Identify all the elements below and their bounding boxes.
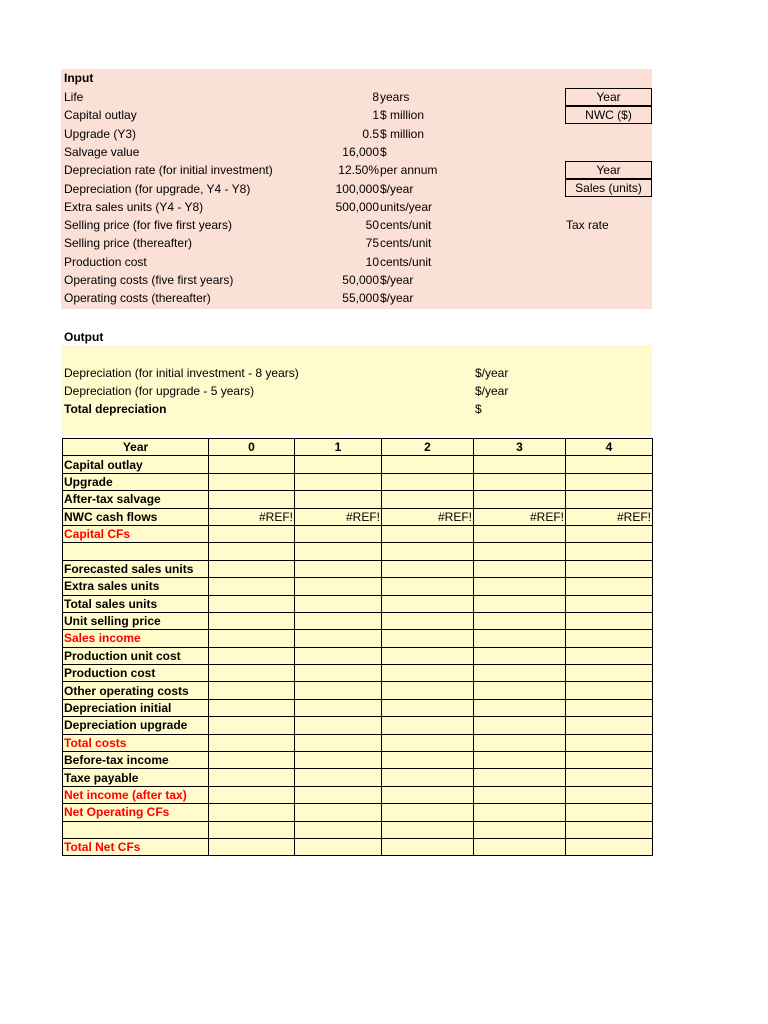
row-label: Net income (after tax) bbox=[63, 786, 209, 803]
year-column-header: 4 bbox=[566, 439, 653, 456]
table-cell[interactable] bbox=[209, 769, 295, 786]
input-unit: years bbox=[380, 90, 410, 104]
table-cell[interactable] bbox=[295, 717, 382, 734]
input-label: Depreciation rate (for initial investment) bbox=[64, 163, 273, 178]
table-cell[interactable] bbox=[566, 786, 653, 803]
input-unit: $ million bbox=[380, 108, 425, 123]
table-cell[interactable] bbox=[209, 456, 295, 473]
table-cell[interactable] bbox=[382, 665, 474, 682]
sales-units-cell[interactable]: Sales (units) bbox=[565, 179, 652, 197]
row-label: Total costs bbox=[63, 734, 209, 751]
table-cell[interactable] bbox=[566, 578, 653, 595]
table-cell[interactable] bbox=[566, 682, 653, 699]
input-unit: cents/unit bbox=[380, 254, 432, 269]
input-value[interactable]: 1 bbox=[372, 108, 379, 123]
nwc-year-header[interactable]: Year bbox=[565, 88, 652, 106]
table-row bbox=[63, 508, 653, 525]
table-cell[interactable] bbox=[382, 717, 474, 734]
table-cell[interactable] bbox=[295, 786, 382, 803]
table-cell[interactable] bbox=[566, 525, 653, 542]
table-cell[interactable] bbox=[474, 578, 566, 595]
table-cell[interactable] bbox=[209, 525, 295, 542]
row-label: Capital CFs bbox=[63, 525, 209, 542]
table-cell[interactable]: #REF! bbox=[382, 508, 474, 525]
nwc-label-cell[interactable]: NWC ($) bbox=[565, 106, 652, 124]
input-label: Selling price (for five first years) bbox=[64, 218, 233, 233]
table-cell[interactable] bbox=[295, 804, 382, 821]
table-cell[interactable] bbox=[474, 752, 566, 769]
table-cell[interactable] bbox=[295, 612, 382, 629]
table-row bbox=[63, 525, 653, 542]
table-cell[interactable] bbox=[209, 699, 295, 716]
input-value[interactable]: 500,000 bbox=[335, 199, 379, 214]
row-label: After-tax salvage bbox=[63, 491, 209, 508]
row-label: Unit selling price bbox=[63, 612, 209, 629]
row-label: Before-tax income bbox=[63, 752, 209, 769]
input-unit: per annum bbox=[380, 163, 438, 178]
table-header-row bbox=[63, 439, 653, 456]
table-cell[interactable] bbox=[566, 752, 653, 769]
row-label: Net Operating CFs bbox=[63, 804, 209, 821]
table-cell[interactable] bbox=[474, 647, 566, 664]
year-header-cell: Year bbox=[63, 439, 209, 456]
input-value[interactable]: 10 bbox=[365, 254, 379, 269]
table-cell[interactable] bbox=[474, 612, 566, 629]
input-unit: cents/unit bbox=[380, 218, 432, 233]
table-row bbox=[63, 769, 653, 786]
table-row bbox=[63, 491, 653, 508]
table-cell[interactable] bbox=[566, 543, 653, 560]
table-cell[interactable] bbox=[295, 647, 382, 664]
year-column-header: 2 bbox=[382, 439, 474, 456]
table-cell[interactable] bbox=[382, 647, 474, 664]
table-cell[interactable] bbox=[209, 630, 295, 647]
table-cell[interactable] bbox=[295, 699, 382, 716]
row-label: Sales income bbox=[63, 630, 209, 647]
input-label: Life bbox=[64, 90, 84, 104]
output-title: Output bbox=[64, 330, 104, 344]
table-cell[interactable] bbox=[474, 630, 566, 647]
table-cell[interactable] bbox=[474, 769, 566, 786]
table-cell[interactable] bbox=[295, 456, 382, 473]
table-cell[interactable] bbox=[474, 804, 566, 821]
output-label: Depreciation (for initial investment - 8 years) bbox=[64, 366, 299, 380]
input-label: Salvage value bbox=[64, 144, 140, 159]
table-cell[interactable] bbox=[382, 769, 474, 786]
input-label: Operating costs (thereafter) bbox=[64, 291, 211, 306]
output-unit: $/year bbox=[475, 366, 509, 380]
table-cell[interactable] bbox=[566, 699, 653, 716]
input-value[interactable]: 100,000 bbox=[335, 181, 379, 196]
table-cell[interactable] bbox=[566, 491, 653, 508]
input-unit: $/year bbox=[380, 291, 414, 306]
tax-rate-label: Tax rate bbox=[566, 218, 609, 232]
input-label: Selling price (thereafter) bbox=[64, 236, 193, 251]
table-cell[interactable] bbox=[474, 491, 566, 508]
row-label: Upgrade bbox=[63, 473, 209, 490]
table-cell[interactable] bbox=[209, 665, 295, 682]
table-cell[interactable] bbox=[474, 838, 566, 855]
row-label: Other operating costs bbox=[63, 682, 209, 699]
table-cell[interactable] bbox=[566, 734, 653, 751]
input-label: Operating costs (five first years) bbox=[64, 273, 234, 287]
table-cell[interactable] bbox=[295, 525, 382, 542]
table-cell[interactable] bbox=[295, 752, 382, 769]
table-cell[interactable] bbox=[295, 578, 382, 595]
row-label: Production unit cost bbox=[63, 647, 209, 664]
table-cell[interactable] bbox=[382, 595, 474, 612]
table-cell[interactable] bbox=[566, 560, 653, 577]
table-cell[interactable] bbox=[209, 560, 295, 577]
table-cell[interactable] bbox=[209, 647, 295, 664]
input-value[interactable]: 50 bbox=[365, 218, 379, 233]
table-row bbox=[63, 612, 653, 629]
table-cell[interactable] bbox=[295, 491, 382, 508]
table-row bbox=[63, 578, 653, 595]
table-cell[interactable] bbox=[474, 473, 566, 490]
table-cell[interactable] bbox=[566, 821, 653, 838]
table-row bbox=[63, 804, 653, 821]
output-unit: $/year bbox=[475, 384, 509, 398]
output-label: Total depreciation bbox=[64, 402, 167, 416]
table-cell[interactable] bbox=[382, 734, 474, 751]
table-cell[interactable] bbox=[382, 752, 474, 769]
row-label: Production cost bbox=[63, 665, 209, 682]
table-cell[interactable] bbox=[566, 473, 653, 490]
table-cell[interactable] bbox=[474, 821, 566, 838]
table-cell[interactable] bbox=[566, 717, 653, 734]
table-cell[interactable] bbox=[566, 647, 653, 664]
table-cell[interactable] bbox=[474, 560, 566, 577]
input-value[interactable]: 55,000 bbox=[342, 291, 379, 306]
table-cell[interactable] bbox=[295, 682, 382, 699]
input-value[interactable]: 0.5 bbox=[362, 126, 379, 141]
table-cell[interactable] bbox=[209, 752, 295, 769]
table-row bbox=[63, 786, 653, 803]
table-cell[interactable] bbox=[382, 838, 474, 855]
row-label: NWC cash flows bbox=[63, 508, 209, 525]
table-cell[interactable] bbox=[209, 473, 295, 490]
table-row bbox=[63, 543, 653, 560]
input-value[interactable]: 16,000 bbox=[342, 144, 379, 159]
table-cell[interactable] bbox=[295, 543, 382, 560]
table-cell[interactable] bbox=[295, 821, 382, 838]
table-row bbox=[63, 682, 653, 699]
table-cell[interactable] bbox=[209, 491, 295, 508]
input-value[interactable]: 12.50% bbox=[338, 163, 379, 178]
table-cell[interactable] bbox=[474, 525, 566, 542]
table-cell[interactable] bbox=[295, 630, 382, 647]
year-column-header: 0 bbox=[209, 439, 295, 456]
table-cell[interactable] bbox=[295, 769, 382, 786]
table-cell[interactable] bbox=[209, 682, 295, 699]
table-row bbox=[63, 838, 653, 855]
input-unit: $/year bbox=[380, 181, 414, 196]
row-label: Depreciation initial bbox=[63, 699, 209, 716]
table-cell[interactable] bbox=[295, 665, 382, 682]
input-label: Capital outlay bbox=[64, 108, 137, 123]
table-cell[interactable] bbox=[295, 734, 382, 751]
table-cell[interactable] bbox=[382, 543, 474, 560]
table-cell[interactable] bbox=[209, 595, 295, 612]
table-row bbox=[63, 821, 653, 838]
table-row bbox=[63, 456, 653, 473]
row-label: Taxe payable bbox=[63, 769, 209, 786]
output-unit: $ bbox=[475, 402, 482, 416]
table-cell[interactable] bbox=[295, 838, 382, 855]
table-cell[interactable] bbox=[566, 804, 653, 821]
table-cell[interactable] bbox=[474, 665, 566, 682]
row-label: Extra sales units bbox=[63, 578, 209, 595]
table-cell[interactable] bbox=[295, 595, 382, 612]
table-row bbox=[63, 647, 653, 664]
input-value[interactable]: 50,000 bbox=[342, 273, 379, 287]
table-row bbox=[63, 699, 653, 716]
input-unit: $/year bbox=[380, 273, 414, 287]
table-cell[interactable] bbox=[474, 595, 566, 612]
table-cell[interactable] bbox=[474, 543, 566, 560]
input-unit: cents/unit bbox=[380, 236, 432, 251]
input-label: Upgrade (Y3) bbox=[64, 126, 137, 141]
table-cell[interactable] bbox=[209, 612, 295, 629]
table-cell[interactable] bbox=[566, 595, 653, 612]
table-row bbox=[63, 630, 653, 647]
sales-year-header[interactable]: Year bbox=[565, 161, 652, 179]
table-cell[interactable] bbox=[382, 491, 474, 508]
table-cell[interactable] bbox=[382, 821, 474, 838]
table-cell[interactable]: #REF! bbox=[209, 508, 295, 525]
table-cell[interactable] bbox=[382, 578, 474, 595]
input-label: Extra sales units (Y4 - Y8) bbox=[64, 199, 204, 214]
input-unit: $ bbox=[380, 144, 387, 159]
table-cell[interactable] bbox=[209, 734, 295, 751]
table-cell[interactable] bbox=[474, 786, 566, 803]
table-cell[interactable] bbox=[382, 456, 474, 473]
table-cell[interactable] bbox=[209, 717, 295, 734]
table-cell[interactable]: #REF! bbox=[566, 508, 653, 525]
table-cell[interactable] bbox=[295, 560, 382, 577]
input-value[interactable]: 75 bbox=[365, 236, 379, 251]
table-row bbox=[63, 665, 653, 682]
table-cell[interactable] bbox=[382, 804, 474, 821]
table-cell[interactable] bbox=[474, 682, 566, 699]
table-cell[interactable] bbox=[382, 473, 474, 490]
table-row bbox=[63, 734, 653, 751]
table-cell[interactable] bbox=[209, 804, 295, 821]
table-row bbox=[63, 752, 653, 769]
table-cell[interactable] bbox=[382, 525, 474, 542]
table-row bbox=[63, 595, 653, 612]
row-label bbox=[63, 543, 209, 560]
input-unit: units/year bbox=[380, 199, 433, 214]
table-cell[interactable] bbox=[209, 786, 295, 803]
year-column-header: 1 bbox=[295, 439, 382, 456]
table-cell[interactable]: #REF! bbox=[295, 508, 382, 525]
table-row bbox=[63, 717, 653, 734]
row-label: Total sales units bbox=[63, 595, 209, 612]
table-cell[interactable] bbox=[474, 734, 566, 751]
table-cell[interactable] bbox=[566, 630, 653, 647]
row-label: Capital outlay bbox=[63, 456, 209, 473]
table-cell[interactable]: #REF! bbox=[474, 508, 566, 525]
table-cell[interactable] bbox=[566, 665, 653, 682]
year-column-header: 3 bbox=[474, 439, 566, 456]
table-cell[interactable] bbox=[382, 630, 474, 647]
input-label: Depreciation (for upgrade, Y4 - Y8) bbox=[64, 181, 251, 196]
row-label: Depreciation upgrade bbox=[63, 717, 209, 734]
table-cell[interactable] bbox=[382, 682, 474, 699]
row-label: Forecasted sales units bbox=[63, 560, 209, 577]
table-cell[interactable] bbox=[382, 699, 474, 716]
table-row bbox=[63, 560, 653, 577]
table-cell[interactable] bbox=[382, 560, 474, 577]
input-value[interactable]: 8 bbox=[372, 90, 379, 104]
row-label: Total Net CFs bbox=[63, 838, 209, 855]
table-cell[interactable] bbox=[382, 786, 474, 803]
table-cell[interactable] bbox=[474, 456, 566, 473]
input-title: Input bbox=[64, 71, 94, 85]
table-cell[interactable] bbox=[209, 821, 295, 838]
table-cell[interactable] bbox=[474, 699, 566, 716]
table-row bbox=[63, 473, 653, 490]
table-cell[interactable] bbox=[566, 838, 653, 855]
input-label: Production cost bbox=[64, 254, 147, 269]
table-cell[interactable] bbox=[209, 838, 295, 855]
table-cell[interactable] bbox=[209, 578, 295, 595]
output-label: Depreciation (for upgrade - 5 years) bbox=[64, 384, 255, 398]
input-unit: $ million bbox=[380, 126, 425, 141]
table-cell[interactable] bbox=[382, 612, 474, 629]
row-label bbox=[63, 821, 209, 838]
table-cell[interactable] bbox=[566, 456, 653, 473]
cash-flow-table bbox=[62, 438, 653, 856]
table-cell[interactable] bbox=[566, 769, 653, 786]
table-cell[interactable] bbox=[209, 543, 295, 560]
table-cell[interactable] bbox=[474, 717, 566, 734]
table-cell[interactable] bbox=[295, 473, 382, 490]
table-cell[interactable] bbox=[566, 612, 653, 629]
